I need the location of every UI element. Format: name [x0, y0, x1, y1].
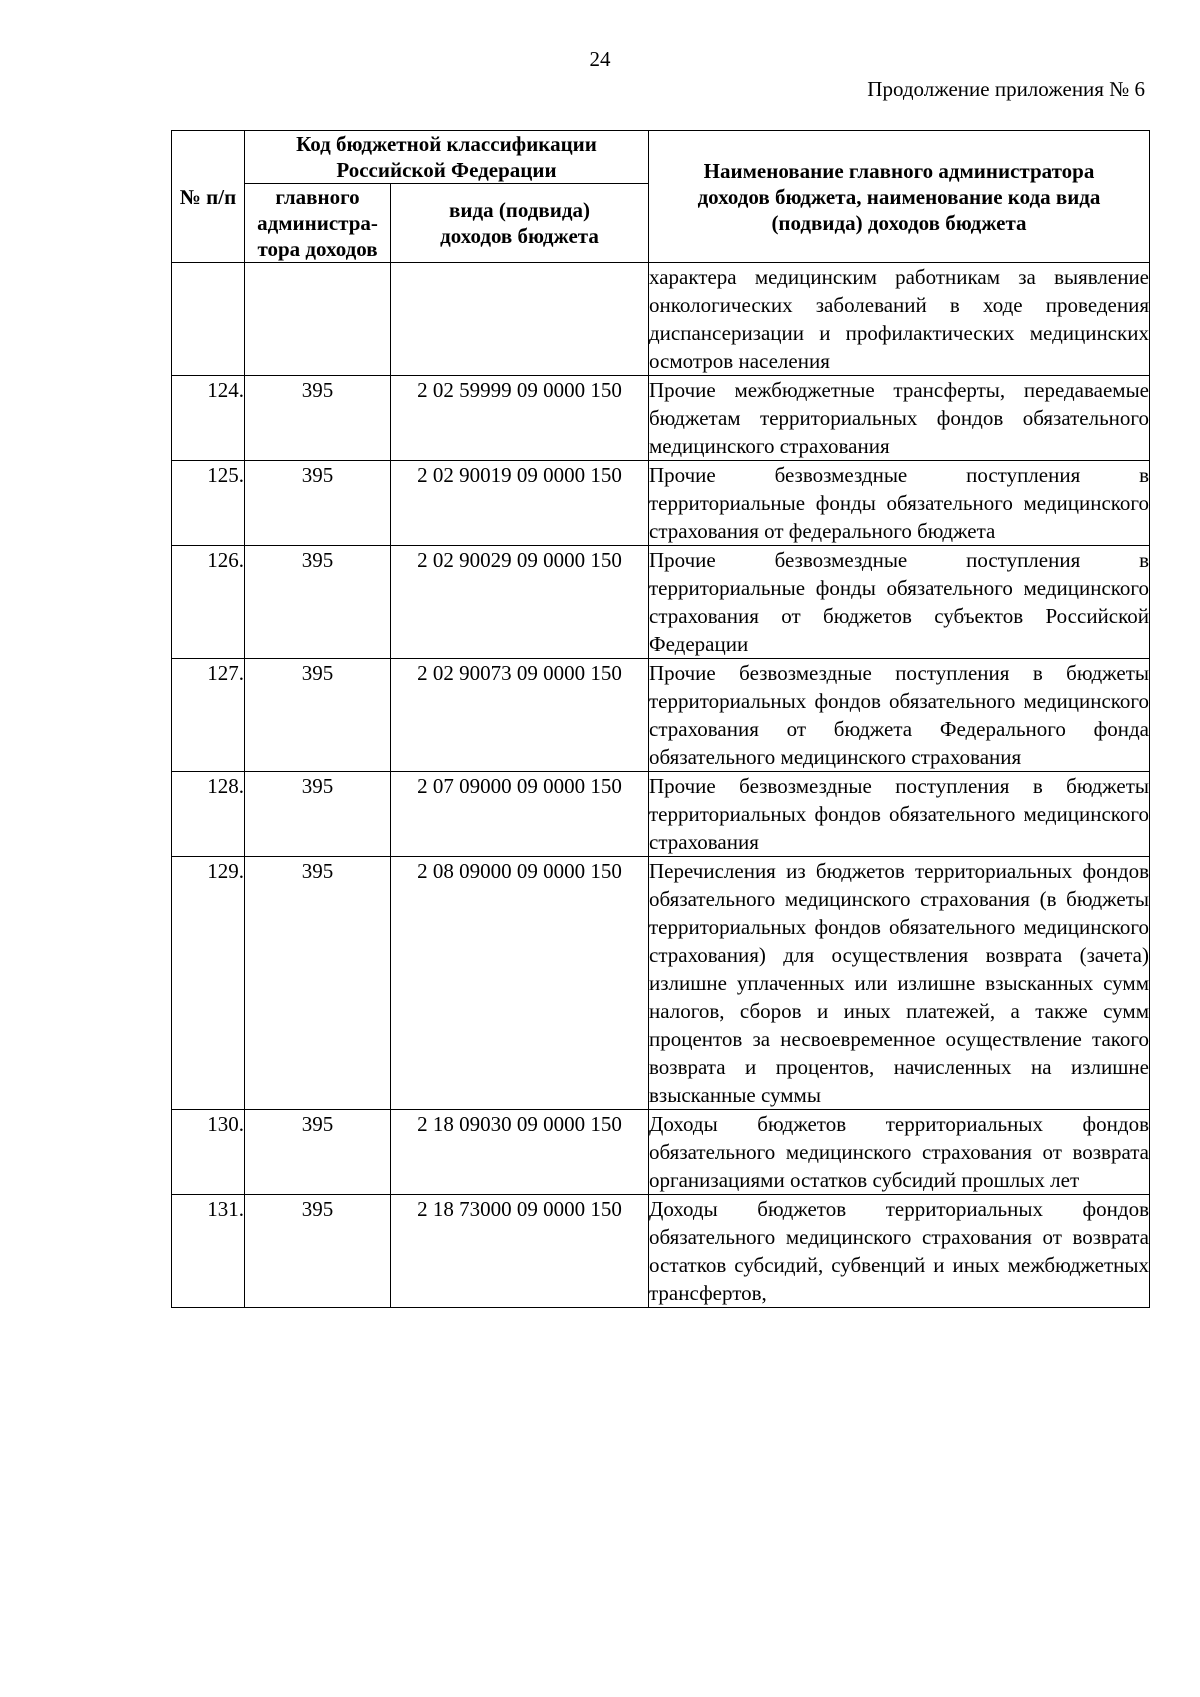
table-header — [172, 131, 1150, 263]
row-number: 126. — [172, 546, 245, 659]
header-code-group: Код бюджетной классификации Российской Федерации — [245, 131, 649, 184]
row-type-code: 2 07 09000 09 0000 150 — [391, 772, 649, 857]
header-admin-code: главного администра-тора доходов — [245, 184, 391, 263]
row-number: 124. — [172, 376, 245, 461]
table-row — [172, 546, 1150, 659]
row-number: 131. — [172, 1195, 245, 1308]
row-number: 128. — [172, 772, 245, 857]
table-row — [172, 857, 1150, 1110]
row-number — [172, 263, 245, 376]
row-name: Перечисления из бюджетов территориальных фондов обязательного медицинского страхования (в бюджеты территориальных фондов обязательного медицинского страхования) для осуществления возврата (зачета) излишне уплаченных или излишне взысканных сумм налогов, сборов и иных платежей, а также сумм процентов за несвоевременное осуществление такого возврата и процентов, начисленных на излишне взысканные суммы — [649, 857, 1150, 1110]
table-row — [172, 376, 1150, 461]
row-type-code: 2 02 90029 09 0000 150 — [391, 546, 649, 659]
row-name: Прочие безвозмездные поступления в бюджеты территориальных фондов обязательного медицинского страхования — [649, 772, 1150, 857]
row-name: Прочие межбюджетные трансферты, передаваемые бюджетам территориальных фондов обязательного медицинского страхования — [649, 376, 1150, 461]
row-admin-code: 395 — [245, 1110, 391, 1195]
row-type-code: 2 08 09000 09 0000 150 — [391, 857, 649, 1110]
row-admin-code: 395 — [245, 376, 391, 461]
budget-classification-table — [171, 130, 1150, 1308]
table-body — [172, 263, 1150, 1308]
row-name: характера медицинским работникам за выявление онкологических заболеваний в ходе проведения диспансеризации и профилактических медицинских осмотров населения — [649, 263, 1150, 376]
row-admin-code: 395 — [245, 546, 391, 659]
row-admin-code: 395 — [245, 1195, 391, 1308]
row-type-code: 2 02 59999 09 0000 150 — [391, 376, 649, 461]
row-number: 129. — [172, 857, 245, 1110]
table-row — [172, 1110, 1150, 1195]
table-row — [172, 1195, 1150, 1308]
row-name: Доходы бюджетов территориальных фондов обязательного медицинского страхования от возврата организациями остатков субсидий прошлых лет — [649, 1110, 1150, 1195]
appendix-continuation-label: Продолжение приложения № 6 — [867, 77, 1145, 101]
table-row — [172, 461, 1150, 546]
row-number: 127. — [172, 659, 245, 772]
row-admin-code: 395 — [245, 659, 391, 772]
page-number: 24 — [589, 47, 611, 71]
row-type-code: 2 02 90073 09 0000 150 — [391, 659, 649, 772]
row-admin-code: 395 — [245, 772, 391, 857]
table-row — [172, 772, 1150, 857]
row-admin-code: 395 — [245, 857, 391, 1110]
header-name: Наименование главного администратора доходов бюджета, наименование кода вида (подвида) доходов бюджета — [649, 131, 1150, 263]
row-admin-code: 395 — [245, 461, 391, 546]
row-type-code: 2 18 73000 09 0000 150 — [391, 1195, 649, 1308]
row-number: 125. — [172, 461, 245, 546]
table-row — [172, 263, 1150, 376]
row-type-code: 2 18 09030 09 0000 150 — [391, 1110, 649, 1195]
row-number: 130. — [172, 1110, 245, 1195]
header-type-code: вида (подвида) доходов бюджета — [391, 184, 649, 263]
table-row — [172, 659, 1150, 772]
row-name: Прочие безвозмездные поступления в бюджеты территориальных фондов обязательного медицинского страхования от бюджета Федерального фонда обязательного медицинского страхования — [649, 659, 1150, 772]
row-type-code — [391, 263, 649, 376]
row-admin-code — [245, 263, 391, 376]
row-name: Прочие безвозмездные поступления в территориальные фонды обязательного медицинского страхования от бюджетов субъектов Российской Федерации — [649, 546, 1150, 659]
row-name: Прочие безвозмездные поступления в территориальные фонды обязательного медицинского страхования от федерального бюджета — [649, 461, 1150, 546]
header-number: № п/п — [172, 131, 245, 263]
row-name: Доходы бюджетов территориальных фондов обязательного медицинского страхования от возврата остатков субсидий, субвенций и иных межбюджетных трансфертов, — [649, 1195, 1150, 1308]
row-type-code: 2 02 90019 09 0000 150 — [391, 461, 649, 546]
